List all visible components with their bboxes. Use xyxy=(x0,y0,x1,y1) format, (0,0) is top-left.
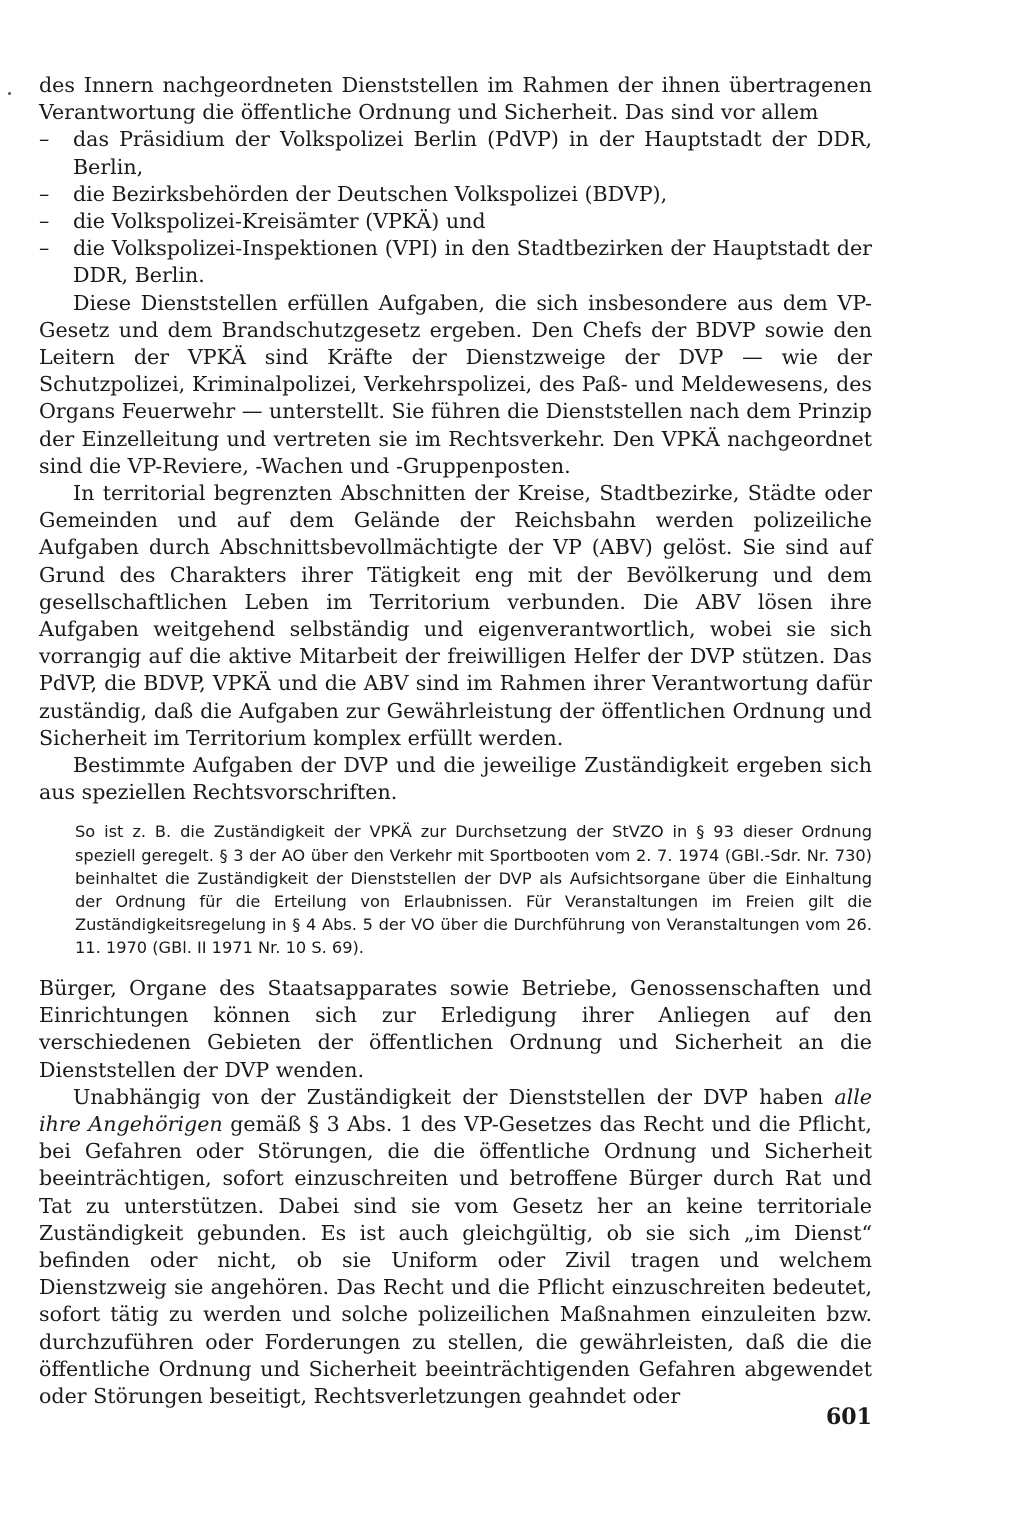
text-span: Unabhängig von der Zuständigkeit der Dienststellen der DVP haben xyxy=(73,1084,835,1109)
list-item-text: das Präsidium der Volkspolizei Berlin (PdVP) in der Hauptstadt der DDR, Berlin, xyxy=(73,127,872,179)
dash-bullet: – xyxy=(39,236,50,261)
paragraph-abv: In territorial begrenzten Abschnitten der Kreise, Stadtbezirke, Städte oder Gemeinden und auf dem Gelände der Reichsbahn werden polizeiliche Aufgaben durch Abschnittsbevollmächtigte der VP (ABV) gelöst. Sie sind auf Grund des Charakters ihrer Tätigkeit eng mit der Bevölkerung und dem gesellschaftlichen Leben im Territorium verbunden. Die ABV lösen ihre Aufgaben weitgehend selbständig und eigenverantwortlich, wobei sie sich vorrangig auf die aktive Mitarbeit der freiwilligen Helfer der DVP stützen. Das PdVP, die BDVP, VPKÄ und die ABV sind im Rahmen ihrer Verantwortung dafür zuständig, daß die Aufgaben zur Gewährleistung der öffentlichen Ordnung und Sicherheit im Territorium komplex erfüllt werden. xyxy=(39,481,872,750)
dash-bullet: – xyxy=(39,127,50,152)
paragraph-buerger: Bürger, Organe des Staatsapparates sowie Betriebe, Genossenschaften und Einrichtungen können sich zur Erledigung ihrer Anliegen auf den verschiedenen Gebieten der öffentlichen Ordnung und Sicherheit an die Dienststellen der DVP wenden. xyxy=(39,976,872,1082)
page-number: 601 xyxy=(826,1404,872,1430)
list-item xyxy=(39,181,872,208)
paragraph-rechtsvorschriften: Bestimmte Aufgaben der DVP und die jeweilige Zuständigkeit ergeben sich aus speziellen Rechtsvorschriften. xyxy=(39,753,872,805)
list-item-text: die Volkspolizei-Kreisämter (VPKÄ) und xyxy=(73,209,486,234)
scan-speck xyxy=(8,92,11,95)
emphasis-text: alle ihre Angehörigen xyxy=(39,1084,872,1137)
dash-bullet: – xyxy=(39,209,50,234)
intro-paragraph: des Innern nachgeordneten Dienststellen im Rahmen der ihnen übertragenen Verantwortung die öffentliche Ordnung und Sicherheit. Das sind vor allem xyxy=(39,73,872,125)
authority-list xyxy=(39,126,872,289)
small-print-note: So ist z. B. die Zuständigkeit der VPKÄ zur Durchsetzung der StVZO in § 93 dieser Ordnung speziell geregelt. § 3 der AO über den Verkehr mit Sportbooten vom 2. 7. 1974 (GBl.-Sdr. Nr. 730) beinhaltet die Zuständigkeit der Dienststellen der DVP als Aufsichtsorgane über die Einhaltung der Ordnung für die Erteilung von Erlaubnissen. Für Veranstaltungen im Freien gilt die Zuständigkeitsregelung in § 4 Abs. 5 der VO über die Durchführung von Veranstaltungen vom 26. 11. 1970 (GBl. II 1971 Nr. 10 S. 69). xyxy=(75,822,872,957)
text-span: gemäß § 3 Abs. 1 des VP-Gesetzes das Recht und die Pflicht, bei Gefahren oder Störungen, die die öffentliche Ordnung und Sicherheit beeinträchtigen, sofort einzuschreiten und betroffene Bürger durch Rat und Tat zu unterstützen. Dabei sind sie vom Gesetz her an keine territoriale Zuständigkeit gebunden. Es ist auch gleichgültig, ob sie sich „im Dienst“ befinden oder nicht, ob sie Uniform oder Zivil tragen und welchem Dienstzweig sie angehören. Das Recht und die Pflicht einzuschreiten bedeutet, sofort tätig zu werden und solche polizeilichen Maßnahmen einzuleiten bzw. durchzuführen oder Forderungen zu stellen, die gewährleisten, daß die die öffentliche Ordnung und Sicherheit beeinträchtigenden Gefahren abgewendet oder Störungen beseitigt, Rechtsverletzungen geahndet oder xyxy=(39,1112,872,1409)
list-item xyxy=(39,235,872,289)
dash-bullet: – xyxy=(39,181,50,206)
list-item-text: die Bezirksbehörden der Deutschen Volkspolizei (BDVP), xyxy=(73,181,668,206)
page-body xyxy=(39,72,872,1410)
list-item-text: die Volkspolizei-Inspektionen (VPI) in den Stadtbezirken der Hauptstadt der DDR, Berlin. xyxy=(73,236,872,288)
paragraph-einschreiten xyxy=(39,1084,872,1410)
list-item xyxy=(39,208,872,235)
list-item xyxy=(39,126,872,180)
paragraph-dienststellen: Diese Dienststellen erfüllen Aufgaben, die sich insbesondere aus dem VP-Gesetz und dem Brandschutzgesetz ergeben. Den Chefs der BDVP sowie den Leitern der VPKÄ sind Kräfte der Dienstzweige der DVP — wie der Schutzpolizei, Kriminalpolizei, Verkehrspolizei, des Paß- und Meldewesens, des Organs Feuerwehr — unterstellt. Sie führen die Dienststellen nach dem Prinzip der Einzelleitung und vertreten sie im Rechtsverkehr. Den VPKÄ nachgeordnet sind die VP-Reviere, -Wachen und -Gruppenposten. xyxy=(39,290,872,478)
